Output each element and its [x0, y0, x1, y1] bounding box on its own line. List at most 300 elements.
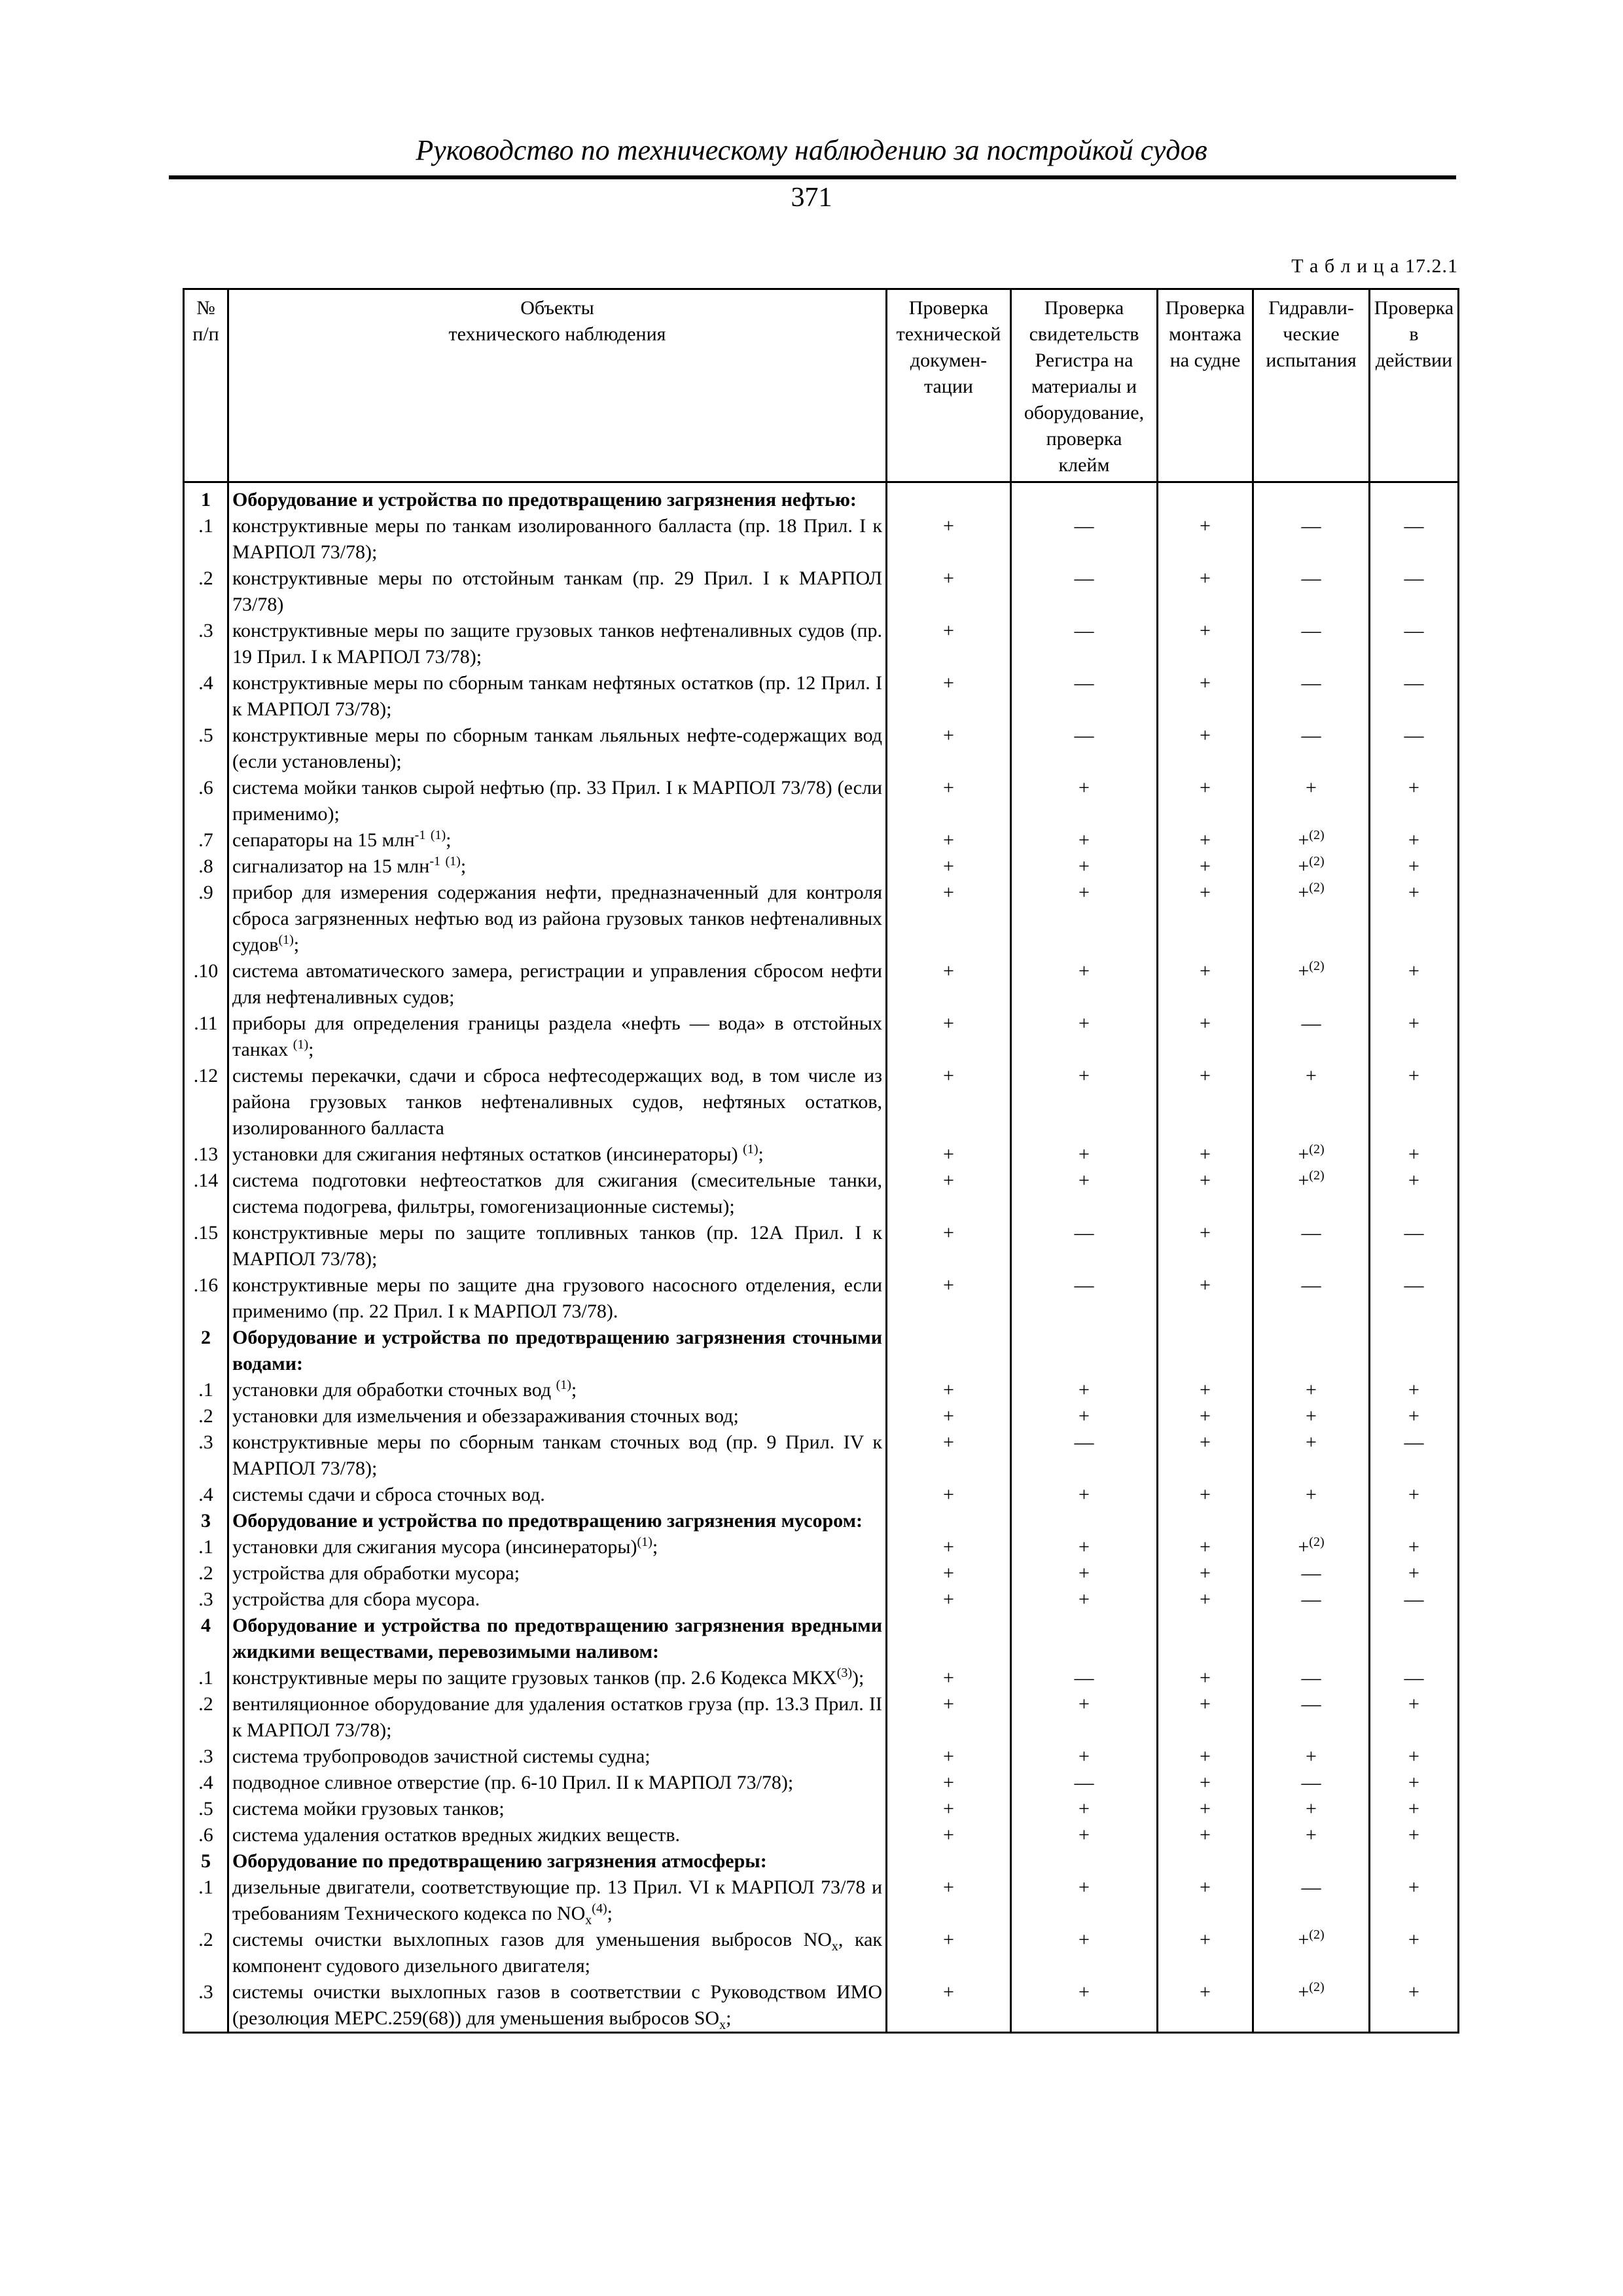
- check-mark: +: [887, 670, 1011, 723]
- inspection-object: системы очистки выхлопных газов для уменьшения выбросов $NO_x$, как компонент судового дизельного двигателя;: [228, 1927, 887, 1979]
- check-mark: +: [887, 1560, 1011, 1587]
- check-mark: [1011, 1613, 1158, 1665]
- row-number: .3: [184, 1429, 228, 1482]
- check-mark: +: [887, 853, 1011, 880]
- check-mark: +: [887, 1429, 1011, 1482]
- check-mark: [1158, 1508, 1253, 1534]
- row-number: .14: [184, 1168, 228, 1220]
- check-mark: +: [887, 1927, 1011, 1979]
- check-mark: +: [887, 1011, 1011, 1063]
- check-mark: +: [887, 1744, 1011, 1770]
- check-mark: +: [1158, 618, 1253, 670]
- check-mark: +: [1158, 1141, 1253, 1168]
- inspection-object: конструктивные меры по сборным танкам льяльных нефте-содержащих вод (если установлены);: [228, 723, 887, 775]
- check-mark: —: [1011, 1665, 1158, 1691]
- check-mark: +: [1370, 1011, 1459, 1063]
- row-number: .16: [184, 1272, 228, 1325]
- check-mark: +: [1158, 1560, 1253, 1587]
- inspection-table-wrapper: [183, 288, 1457, 2034]
- check-mark: +: [1011, 827, 1158, 853]
- check-mark: +: [1370, 827, 1459, 853]
- check-mark: —: [1011, 723, 1158, 775]
- check-mark: +$^{(2)}$: [1253, 1168, 1370, 1220]
- check-mark: +$^{(2)}$: [1253, 827, 1370, 853]
- check-mark: +: [1158, 670, 1253, 723]
- check-mark: +: [887, 1691, 1011, 1744]
- row-number: .2: [184, 1560, 228, 1587]
- inspection-object: установки для сжигания мусора (инсинераторы)$^{(1)}$;: [228, 1534, 887, 1560]
- check-mark: +: [1158, 1691, 1253, 1744]
- table-row: [184, 1168, 1459, 1220]
- section-title: Оборудование и устройства по предотвращению загрязнения вредными жидкими веществами, перевозимыми наливом:: [228, 1613, 887, 1665]
- row-number: .10: [184, 958, 228, 1011]
- table-body: [184, 482, 1459, 2033]
- check-mark: +: [887, 565, 1011, 618]
- check-mark: +: [1011, 1063, 1158, 1141]
- check-mark: —: [1253, 513, 1370, 565]
- check-mark: —: [1011, 1272, 1158, 1325]
- check-mark: +: [1370, 1979, 1459, 2033]
- check-mark: +: [1253, 1063, 1370, 1141]
- check-mark: —: [1253, 1587, 1370, 1613]
- check-mark: —: [1370, 1587, 1459, 1613]
- check-mark: +: [1158, 1744, 1253, 1770]
- table-section-row: [184, 1848, 1459, 1874]
- check-mark: —: [1253, 1874, 1370, 1927]
- check-mark: [887, 482, 1011, 514]
- check-mark: +: [1158, 1822, 1253, 1848]
- check-mark: +: [1370, 1927, 1459, 1979]
- row-number: .3: [184, 618, 228, 670]
- inspection-object: приборы для определения границы раздела «нефть — вода» в отстойных танках $^{(1)}$;: [228, 1011, 887, 1063]
- check-mark: +: [887, 1377, 1011, 1403]
- check-mark: —: [1370, 1665, 1459, 1691]
- check-mark: [1370, 1508, 1459, 1534]
- check-mark: [887, 1325, 1011, 1377]
- row-number: .13: [184, 1141, 228, 1168]
- table-section-row: [184, 1508, 1459, 1534]
- check-mark: +: [1011, 1587, 1158, 1613]
- table-row: [184, 565, 1459, 618]
- table-row: [184, 1796, 1459, 1822]
- check-mark: +: [887, 723, 1011, 775]
- inspection-object: система подготовки нефтеостатков для сжигания (смесительные танки, система подогрева, фильтры, гомогенизационные системы);: [228, 1168, 887, 1220]
- table-row: [184, 958, 1459, 1011]
- check-mark: +: [887, 1063, 1011, 1141]
- check-mark: +: [1011, 1168, 1158, 1220]
- check-mark: +: [887, 1482, 1011, 1508]
- check-mark: +: [1011, 958, 1158, 1011]
- table-row: [184, 1770, 1459, 1796]
- check-mark: —: [1253, 1272, 1370, 1325]
- table-row: [184, 880, 1459, 958]
- check-mark: +: [887, 1979, 1011, 2033]
- check-mark: +: [1158, 1429, 1253, 1482]
- check-mark: —: [1253, 1560, 1370, 1587]
- row-number: .7: [184, 827, 228, 853]
- inspection-object: системы очистки выхлопных газов в соответствии с Руководством ИМО (резолюция MEPC.259(68)) для уменьшения выбросов $SO_x$;: [228, 1979, 887, 2033]
- check-mark: —: [1011, 1220, 1158, 1272]
- row-number: .1: [184, 513, 228, 565]
- check-mark: +: [1158, 513, 1253, 565]
- check-mark: +: [1158, 775, 1253, 827]
- inspection-table: [183, 288, 1459, 2034]
- check-mark: +: [1011, 1979, 1158, 2033]
- check-mark: —: [1370, 513, 1459, 565]
- check-mark: +: [1011, 1011, 1158, 1063]
- check-mark: +: [1158, 1874, 1253, 1927]
- column-header: Объекты технического наблюдения: [228, 289, 887, 482]
- table-row: [184, 1691, 1459, 1744]
- inspection-object: вентиляционное оборудование для удаления остатков груза (пр. 13.3 Прил. II к МАРПОЛ 73/78);: [228, 1691, 887, 1744]
- table-row: [184, 723, 1459, 775]
- inspection-object: система мойки грузовых танков;: [228, 1796, 887, 1822]
- table-row: [184, 1979, 1459, 2033]
- check-mark: +: [1158, 1220, 1253, 1272]
- check-mark: +: [1370, 1874, 1459, 1927]
- check-mark: —: [1253, 670, 1370, 723]
- check-mark: +: [887, 1665, 1011, 1691]
- table-row: [184, 1665, 1459, 1691]
- check-mark: +: [1370, 1744, 1459, 1770]
- check-mark: —: [1011, 565, 1158, 618]
- check-mark: —: [1253, 1770, 1370, 1796]
- check-mark: +: [1158, 880, 1253, 958]
- check-mark: +: [1370, 1141, 1459, 1168]
- header-rule: [169, 175, 1456, 179]
- check-mark: +: [887, 775, 1011, 827]
- check-mark: [1011, 1508, 1158, 1534]
- row-number: .8: [184, 853, 228, 880]
- check-mark: +$^{(2)}$: [1253, 958, 1370, 1011]
- inspection-object: прибор для измерения содержания нефти, предназначенный для контроля сброса загрязненных нефтью вод из района грузовых танков нефтеналивных судов$^{(1)}$;: [228, 880, 887, 958]
- check-mark: +: [1158, 1587, 1253, 1613]
- row-number: .3: [184, 1979, 228, 2033]
- check-mark: +$^{(2)}$: [1253, 880, 1370, 958]
- inspection-object: установки для сжигания нефтяных остатков (инсинераторы) $^{(1)}$;: [228, 1141, 887, 1168]
- check-mark: —: [1253, 618, 1370, 670]
- inspection-object: система трубопроводов зачистной системы судна;: [228, 1744, 887, 1770]
- check-mark: +$^{(2)}$: [1253, 1141, 1370, 1168]
- check-mark: +: [1158, 1979, 1253, 2033]
- check-mark: +: [1370, 1168, 1459, 1220]
- row-number: .1: [184, 1874, 228, 1927]
- check-mark: [887, 1508, 1011, 1534]
- row-number: .9: [184, 880, 228, 958]
- check-mark: —: [1253, 723, 1370, 775]
- row-number: .12: [184, 1063, 228, 1141]
- column-header: № п/п: [184, 289, 228, 482]
- check-mark: +$^{(2)}$: [1253, 1979, 1370, 2033]
- check-mark: +: [1158, 1063, 1253, 1141]
- table-row: [184, 1482, 1459, 1508]
- check-mark: [1253, 1848, 1370, 1874]
- check-mark: +: [1011, 1482, 1158, 1508]
- check-mark: +$^{(2)}$: [1253, 853, 1370, 880]
- check-mark: +: [1253, 1429, 1370, 1482]
- check-mark: —: [1011, 513, 1158, 565]
- check-mark: +: [887, 1403, 1011, 1429]
- check-mark: [1253, 482, 1370, 514]
- check-mark: +: [1253, 1482, 1370, 1508]
- inspection-object: установки для измельчения и обеззараживания сточных вод;: [228, 1403, 887, 1429]
- check-mark: [1253, 1508, 1370, 1534]
- check-mark: [1370, 1613, 1459, 1665]
- table-section-row: [184, 482, 1459, 514]
- check-mark: [1370, 1325, 1459, 1377]
- table-header-row: [184, 289, 1459, 482]
- row-number: .3: [184, 1587, 228, 1613]
- check-mark: [1370, 482, 1459, 514]
- check-mark: +: [1158, 1011, 1253, 1063]
- section-title: Оборудование по предотвращению загрязнения атмосферы:: [228, 1848, 887, 1874]
- table-row: [184, 1587, 1459, 1613]
- table-row: [184, 1377, 1459, 1403]
- row-number: 1: [184, 482, 228, 514]
- check-mark: +: [1011, 1141, 1158, 1168]
- check-mark: [887, 1848, 1011, 1874]
- check-mark: —: [1253, 1691, 1370, 1744]
- check-mark: +$^{(2)}$: [1253, 1927, 1370, 1979]
- check-mark: [1158, 1613, 1253, 1665]
- inspection-object: устройства для сбора мусора.: [228, 1587, 887, 1613]
- check-mark: +: [1370, 880, 1459, 958]
- check-mark: +: [887, 1874, 1011, 1927]
- inspection-object: установки для обработки сточных вод $^{(1)}$;: [228, 1377, 887, 1403]
- check-mark: —: [1253, 1665, 1370, 1691]
- section-title: Оборудование и устройства по предотвращению загрязнения мусором:: [228, 1508, 887, 1534]
- check-mark: +: [1370, 775, 1459, 827]
- check-mark: +: [1011, 1534, 1158, 1560]
- check-mark: [1253, 1613, 1370, 1665]
- check-mark: +: [1158, 827, 1253, 853]
- row-number: 2: [184, 1325, 228, 1377]
- check-mark: +: [1011, 1874, 1158, 1927]
- row-number: .3: [184, 1744, 228, 1770]
- check-mark: +: [1011, 1691, 1158, 1744]
- row-number: .4: [184, 1770, 228, 1796]
- row-number: 5: [184, 1848, 228, 1874]
- check-mark: +: [887, 1587, 1011, 1613]
- row-number: 4: [184, 1613, 228, 1665]
- table-caption: Т а б л и ц а 17.2.1: [1291, 255, 1458, 277]
- check-mark: —: [1011, 1770, 1158, 1796]
- column-header: Проверка монтажа на судне: [1158, 289, 1253, 482]
- column-header: Гидравли- ческие испытания: [1253, 289, 1370, 482]
- inspection-object: конструктивные меры по защите грузовых танков (пр. 2.6 Кодекса МКХ$^{(3)}$);: [228, 1665, 887, 1691]
- check-mark: +: [1158, 853, 1253, 880]
- check-mark: +: [1370, 1063, 1459, 1141]
- inspection-object: конструктивные меры по танкам изолированного балласта (пр. 18 Прил. I к МАРПОЛ 73/78);: [228, 513, 887, 565]
- check-mark: —: [1011, 670, 1158, 723]
- check-mark: —: [1370, 618, 1459, 670]
- check-mark: [1011, 1848, 1158, 1874]
- row-number: .11: [184, 1011, 228, 1063]
- check-mark: +: [887, 1220, 1011, 1272]
- inspection-object: системы сдачи и сброса сточных вод.: [228, 1482, 887, 1508]
- check-mark: —: [1370, 565, 1459, 618]
- table-row: [184, 513, 1459, 565]
- table-row: [184, 1429, 1459, 1482]
- check-mark: +: [1158, 1927, 1253, 1979]
- check-mark: +: [1370, 1822, 1459, 1848]
- row-number: .6: [184, 775, 228, 827]
- check-mark: +: [1370, 1377, 1459, 1403]
- inspection-object: устройства для обработки мусора;: [228, 1560, 887, 1587]
- section-title: Оборудование и устройства по предотвращению загрязнения сточными водами:: [228, 1325, 887, 1377]
- table-row: [184, 853, 1459, 880]
- row-number: .15: [184, 1220, 228, 1272]
- check-mark: +: [887, 618, 1011, 670]
- check-mark: [1011, 1325, 1158, 1377]
- check-mark: +: [1158, 958, 1253, 1011]
- check-mark: [1011, 482, 1158, 514]
- check-mark: —: [1253, 1220, 1370, 1272]
- check-mark: +: [1370, 958, 1459, 1011]
- check-mark: +: [1158, 1377, 1253, 1403]
- check-mark: +: [1370, 1482, 1459, 1508]
- check-mark: +: [1253, 1377, 1370, 1403]
- check-mark: +: [887, 1822, 1011, 1848]
- check-mark: +: [1158, 1770, 1253, 1796]
- check-mark: +: [1011, 1927, 1158, 1979]
- table-section-row: [184, 1613, 1459, 1665]
- check-mark: +: [1370, 1534, 1459, 1560]
- table-row: [184, 1011, 1459, 1063]
- table-row: [184, 1220, 1459, 1272]
- check-mark: —: [1253, 565, 1370, 618]
- check-mark: [1158, 482, 1253, 514]
- table-row: [184, 1927, 1459, 1979]
- check-mark: +: [1158, 723, 1253, 775]
- check-mark: +: [1158, 1403, 1253, 1429]
- check-mark: +: [1011, 1744, 1158, 1770]
- check-mark: +: [887, 1770, 1011, 1796]
- check-mark: +: [1370, 853, 1459, 880]
- check-mark: —: [1370, 1272, 1459, 1325]
- column-header: Проверка в действии: [1370, 289, 1459, 482]
- check-mark: +: [1253, 1822, 1370, 1848]
- check-mark: +: [887, 1272, 1011, 1325]
- row-number: .2: [184, 1927, 228, 1979]
- check-mark: +: [1370, 1560, 1459, 1587]
- row-number: .2: [184, 1691, 228, 1744]
- row-number: .4: [184, 1482, 228, 1508]
- inspection-object: система удаления остатков вредных жидких веществ.: [228, 1822, 887, 1848]
- inspection-object: конструктивные меры по сборным танкам сточных вод (пр. 9 Прил. IV к МАРПОЛ 73/78);: [228, 1429, 887, 1482]
- check-mark: +: [1158, 1482, 1253, 1508]
- check-mark: —: [1370, 1220, 1459, 1272]
- inspection-object: дизельные двигатели, соответствующие пр. 13 Прил. VI к МАРПОЛ 73/78 и требованиям Технического кодекса по $NO_x^{(4)}$;: [228, 1874, 887, 1927]
- check-mark: +: [887, 1141, 1011, 1168]
- check-mark: +: [887, 827, 1011, 853]
- check-mark: [887, 1613, 1011, 1665]
- table-row: [184, 775, 1459, 827]
- row-number: .5: [184, 723, 228, 775]
- row-number: .1: [184, 1377, 228, 1403]
- check-mark: [1253, 1325, 1370, 1377]
- row-number: .2: [184, 1403, 228, 1429]
- row-number: .4: [184, 670, 228, 723]
- check-mark: +: [887, 880, 1011, 958]
- check-mark: +: [1253, 1796, 1370, 1822]
- table-row: [184, 1534, 1459, 1560]
- check-mark: +: [1253, 1403, 1370, 1429]
- table-row: [184, 1272, 1459, 1325]
- check-mark: —: [1011, 1429, 1158, 1482]
- inspection-object: система мойки танков сырой нефтью (пр. 33 Прил. I к МАРПОЛ 73/78) (если применимо);: [228, 775, 887, 827]
- check-mark: +: [1011, 775, 1158, 827]
- table-row: [184, 1141, 1459, 1168]
- check-mark: +: [1253, 775, 1370, 827]
- inspection-object: подводное сливное отверстие (пр. 6-10 Прил. II к МАРПОЛ 73/78);: [228, 1770, 887, 1796]
- table-row: [184, 827, 1459, 853]
- section-title: Оборудование и устройства по предотвращению загрязнения нефтью:: [228, 482, 887, 514]
- table-row: [184, 618, 1459, 670]
- check-mark: [1370, 1848, 1459, 1874]
- check-mark: +: [887, 513, 1011, 565]
- check-mark: +: [1158, 1168, 1253, 1220]
- inspection-object: система автоматического замера, регистрации и управления сбросом нефти для нефтеналивных судов;: [228, 958, 887, 1011]
- row-number: .1: [184, 1665, 228, 1691]
- inspection-object: конструктивные меры по защите дна грузового насосного отделения, если применимо (пр. 22 Прил. I к МАРПОЛ 73/78).: [228, 1272, 887, 1325]
- inspection-object: конструктивные меры по защите топливных танков (пр. 12А Прил. I к МАРПОЛ 73/78);: [228, 1220, 887, 1272]
- inspection-object: конструктивные меры по сборным танкам нефтяных остатков (пр. 12 Прил. I к МАРПОЛ 73/78);: [228, 670, 887, 723]
- check-mark: —: [1370, 670, 1459, 723]
- row-number: 3: [184, 1508, 228, 1534]
- check-mark: [1158, 1848, 1253, 1874]
- check-mark: +: [1011, 880, 1158, 958]
- check-mark: +: [887, 958, 1011, 1011]
- table-row: [184, 1822, 1459, 1848]
- table-section-row: [184, 1325, 1459, 1377]
- check-mark: +: [887, 1534, 1011, 1560]
- check-mark: +: [1158, 1665, 1253, 1691]
- row-number: .1: [184, 1534, 228, 1560]
- inspection-object: конструктивные меры по отстойным танкам (пр. 29 Прил. I к МАРПОЛ 73/78): [228, 565, 887, 618]
- page-number: 371: [791, 183, 832, 213]
- inspection-object: сепараторы на 15 млн$^{-1}$ $^{(1)}$;: [228, 827, 887, 853]
- check-mark: +: [1253, 1744, 1370, 1770]
- table-row: [184, 1403, 1459, 1429]
- check-mark: +: [887, 1168, 1011, 1220]
- running-header-title: Руководство по техническому наблюдению за постройкой судов: [416, 134, 1207, 166]
- table-row: [184, 670, 1459, 723]
- check-mark: +: [1370, 1796, 1459, 1822]
- table-row: [184, 1063, 1459, 1141]
- table-row: [184, 1874, 1459, 1927]
- check-mark: +: [1011, 853, 1158, 880]
- check-mark: +: [1011, 1560, 1158, 1587]
- check-mark: +: [1158, 1534, 1253, 1560]
- check-mark: +: [1370, 1691, 1459, 1744]
- check-mark: —: [1370, 723, 1459, 775]
- check-mark: +: [1011, 1796, 1158, 1822]
- row-number: .6: [184, 1822, 228, 1848]
- check-mark: —: [1370, 1429, 1459, 1482]
- check-mark: +$^{(2)}$: [1253, 1534, 1370, 1560]
- inspection-object: конструктивные меры по защите грузовых танков нефтеналивных судов (пр. 19 Прил. I к МАРПОЛ 73/78);: [228, 618, 887, 670]
- check-mark: +: [1158, 1272, 1253, 1325]
- check-mark: +: [1158, 1796, 1253, 1822]
- check-mark: —: [1011, 618, 1158, 670]
- row-number: .2: [184, 565, 228, 618]
- check-mark: +: [1011, 1403, 1158, 1429]
- inspection-object: системы перекачки, сдачи и сброса нефтесодержащих вод, в том числе из района грузовых танков нефтеналивных судов, нефтяных остатков, изолированного балласта: [228, 1063, 887, 1141]
- check-mark: —: [1253, 1011, 1370, 1063]
- check-mark: +: [1158, 565, 1253, 618]
- check-mark: +: [1370, 1770, 1459, 1796]
